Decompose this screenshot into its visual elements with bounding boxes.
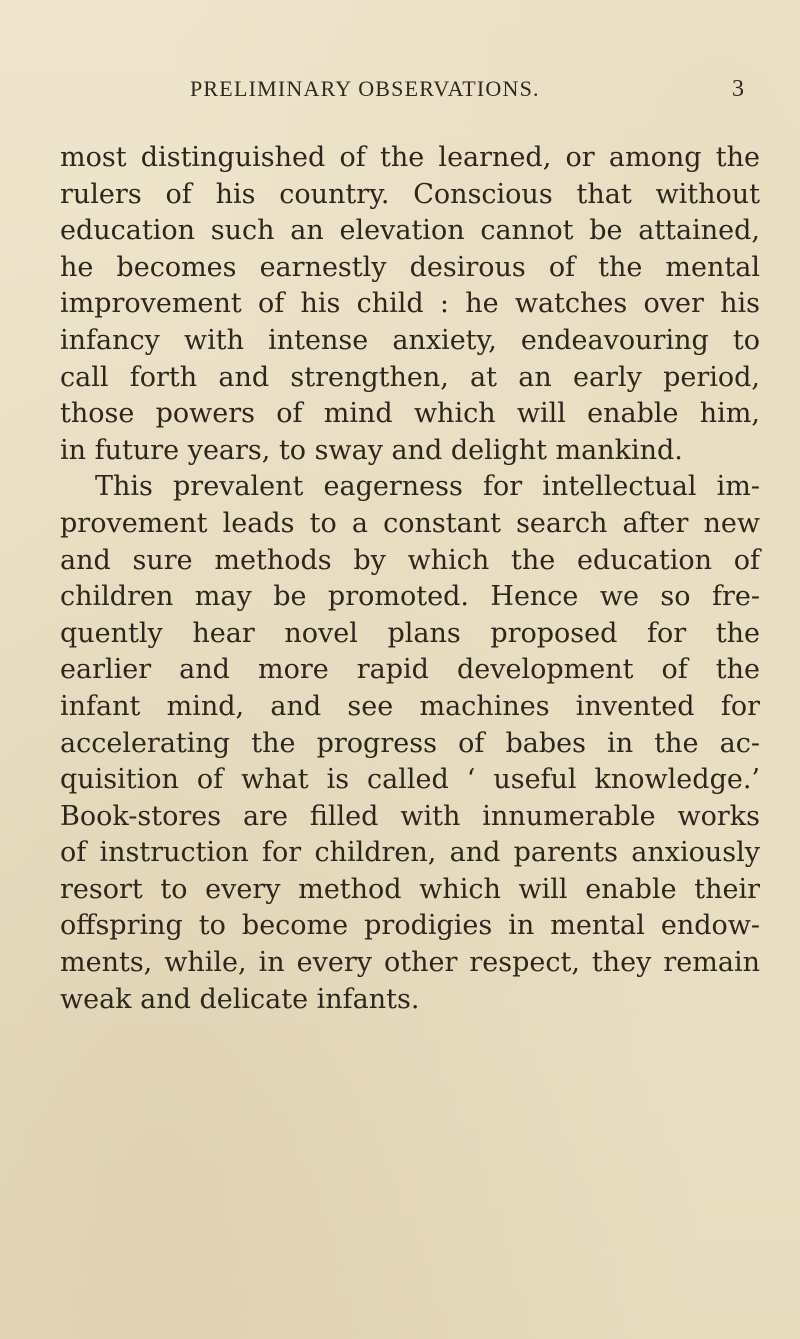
text-line: quently hear novel plans proposed for the [60, 617, 760, 649]
text-line: weak and delicate infants. [60, 983, 420, 1015]
text-line: most distinguished of the learned, or among the [60, 142, 760, 173]
text-line: in future years, to sway and delight mankind. [60, 434, 683, 466]
text-line: offspring to become prodigies in mental endow- [60, 910, 760, 942]
text-line: quisition of what is called ‘ useful knowledge.’ [60, 764, 760, 796]
page-number: 3 [732, 76, 746, 102]
text-line: accelerating the progress of babes in the ac- [60, 727, 760, 759]
text-line: those powers of mind which will enable him, [60, 398, 760, 430]
text-line: Book-stores are filled with innumerable works [60, 800, 760, 832]
text-line: children may be promoted. Hence we so fre- [60, 581, 760, 613]
running-title: PRELIMINARY OBSERVATIONS. [190, 76, 540, 101]
text-line: he becomes earnestly desirous of the mental [60, 251, 760, 283]
text-line: rulers of his country. Conscious that without [60, 178, 760, 210]
text-line: resort to every method which will enable their [60, 873, 760, 905]
running-head [190, 76, 750, 106]
text-line: earlier and more rapid development of the [60, 654, 760, 686]
text-line: call forth and strengthen, at an early period, [60, 361, 760, 393]
text-line: This prevalent eagerness for intellectual im- [95, 471, 760, 503]
text-line: improvement of his child : he watches over his [60, 288, 760, 320]
text-line: education such an elevation cannot be attained, [60, 215, 760, 247]
text-line: infancy with intense anxiety, endeavouring to [60, 324, 760, 356]
text-line: ments, while, in every other respect, they remain [60, 947, 760, 979]
text-line: infant mind, and see machines invented for [60, 690, 760, 722]
text-line: and sure methods by which the education of [60, 544, 760, 576]
text-line: of instruction for children, and parents anxiously [60, 837, 760, 869]
body-text [60, 140, 760, 1018]
text-line: provement leads to a constant search after new [60, 507, 760, 539]
